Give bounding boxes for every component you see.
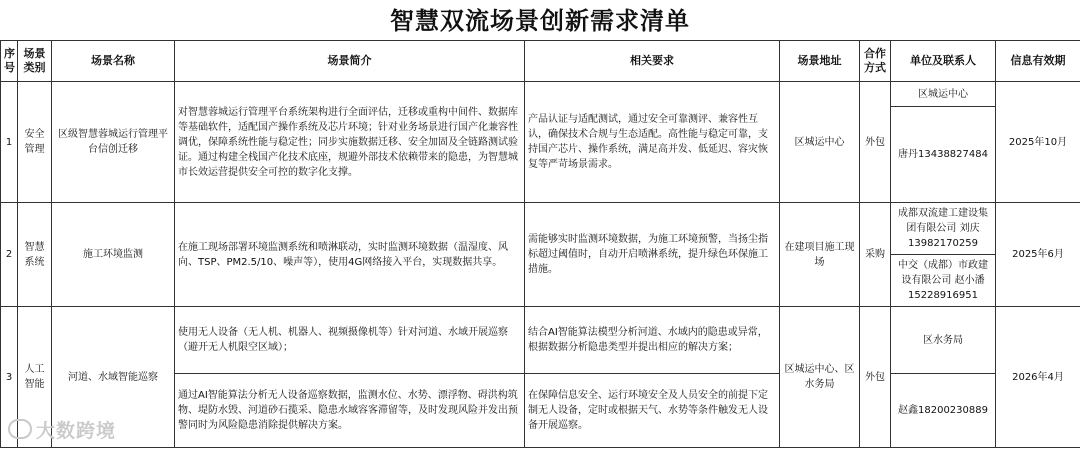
row-name: 施工环境监测	[52, 203, 175, 307]
table-header-row	[1, 41, 1080, 82]
header-requirements: 相关要求	[525, 41, 780, 82]
table-row	[1, 203, 1080, 255]
row-type: 人工智能	[18, 307, 52, 448]
header-name: 场景名称	[52, 41, 175, 82]
row-no: 2	[1, 203, 18, 307]
row-unit-a: 成都双流建工建设集团有限公司 刘庆13982170259	[891, 203, 996, 255]
row-name: 区级智慧蓉城运行管理平台信创迁移	[52, 82, 175, 203]
watermark-text: 大数跨境	[36, 420, 117, 442]
table-row	[1, 82, 1080, 107]
row-type: 安全管理	[18, 82, 52, 203]
row-type: 智慧系统	[18, 203, 52, 307]
row-address: 区城运中心	[780, 82, 860, 203]
row-unit-name: 区城运中心	[891, 82, 996, 107]
row-requirements: 产品认证与适配测试，通过安全可靠测评、兼容性互认，确保技术合规与生态适配。高性能与稳定可靠，支持国产芯片、操作系统，满足高并发、低延迟、容灾恢复等严苛场景需求。	[525, 82, 780, 203]
header-unit: 单位及联系人	[891, 41, 996, 82]
row-mode: 外包	[860, 82, 891, 203]
row-validity: 2025年10月	[996, 82, 1080, 203]
row-name: 河道、水域智能巡察	[52, 307, 175, 448]
row-address: 区城运中心、区水务局	[780, 307, 860, 448]
row-contact: 唐丹13438827484	[891, 107, 996, 203]
watermark	[8, 416, 116, 443]
row-requirements-a: 结合AI智能算法模型分析河道、水域内的隐患或异常，根据数据分析隐患类型并提出相应的解决方案；	[525, 307, 780, 374]
watermark-logo-icon	[8, 419, 32, 439]
row-intro: 对智慧蓉城运行管理平台系统架构进行全面评估，迁移或重构中间件、数据库等基础软件，适配国产操作系统及芯片环境；针对业务场景进行国产化兼容性调优，保障系统性能与稳定性；同步实施数据迁移、安全加固及全链路测试验证。通过构建全栈国产化技术底座，规避外部技术依赖带来的隐患，为智慧城市长效运营提供安全可控的数字化支撑。	[175, 82, 525, 203]
row-unit-name: 区水务局	[891, 307, 996, 374]
row-intro: 在施工现场部署环境监测系统和喷淋联动，实时监测环境数据（温湿度、风向、TSP、PM2.5/10、噪声等），使用4G网络接入平台，实现数据共享。	[175, 203, 525, 307]
row-mode: 采购	[860, 203, 891, 307]
row-contact: 赵鑫18200230889	[891, 374, 996, 448]
row-intro-a: 使用无人设备（无人机、机器人、视频摄像机等）针对河道、水域开展巡察（避开无人机限空区域）；	[175, 307, 525, 374]
row-intro-b: 通过AI智能算法分析无人设备巡察数据，监测水位、水势、漂浮物、碍洪构筑物、堤防水毁、河道砂石揽采、隐患水域容客滞留等，及时发现风险并发出预警同时为风险隐患消除提供解决方案。	[175, 374, 525, 448]
row-address: 在建项目施工现场	[780, 203, 860, 307]
header-validity: 信息有效期	[996, 41, 1080, 82]
requirements-table	[0, 40, 1080, 448]
row-unit-b: 中交（成都）市政建设有限公司 赵小潘 15228916951	[891, 255, 996, 307]
row-requirements-b: 在保障信息安全、运行环境安全及人员安全的前提下定制无人设备，定时或根据天气、水势等条件触发无人设备开展巡察。	[525, 374, 780, 448]
header-no: 序号	[1, 41, 18, 82]
row-requirements: 需能够实时监测环境数据，为施工环境预警，当扬尘指标超过阈值时，自动开启喷淋系统，提升绿色环保施工措施。	[525, 203, 780, 307]
header-type: 场景类别	[18, 41, 52, 82]
header-address: 场景地址	[780, 41, 860, 82]
header-mode: 合作方式	[860, 41, 891, 82]
row-mode: 外包	[860, 307, 891, 448]
header-intro: 场景简介	[175, 41, 525, 82]
row-no: 1	[1, 82, 18, 203]
row-validity: 2025年6月	[996, 203, 1080, 307]
table-row	[1, 307, 1080, 374]
row-no: 3	[1, 307, 18, 448]
row-validity: 2026年4月	[996, 307, 1080, 448]
page-title: 智慧双流场景创新需求清单	[390, 6, 690, 35]
